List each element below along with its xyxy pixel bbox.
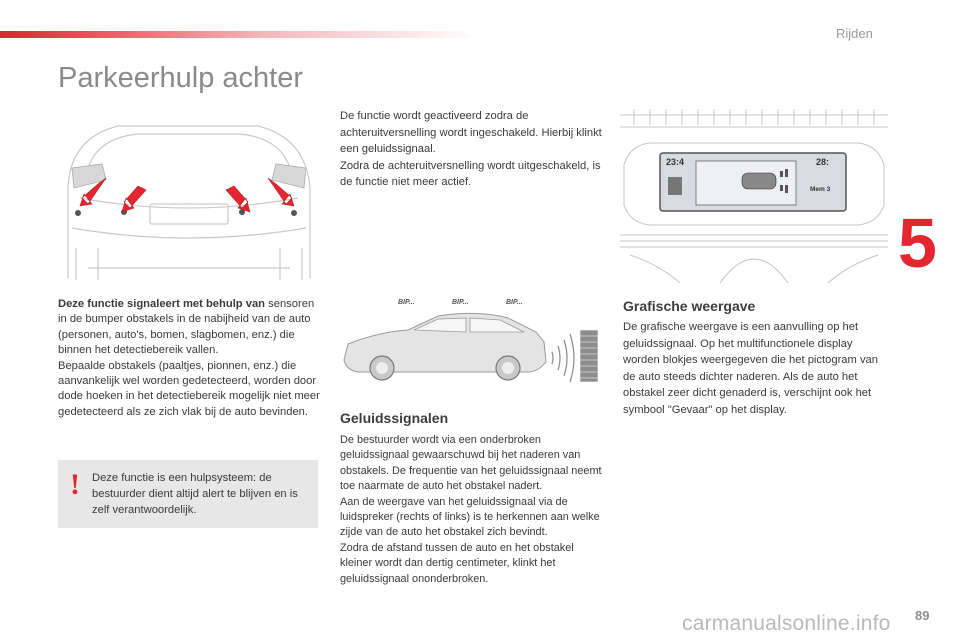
sound-signals-paragraph: [340, 433, 604, 587]
sensor-4: [291, 210, 297, 216]
sound-text-3: Zodra de afstand tussen de auto en het obstakel kleiner wordt dan dertig centimeter, klinkt het geluidssignaal ononderbroken.: [340, 541, 574, 585]
header-accent-bar: [0, 31, 480, 38]
display-temp: 28:: [816, 157, 830, 167]
warning-box: [58, 460, 318, 528]
brick-wall: [580, 330, 598, 382]
dashboard-display-illustration: [620, 105, 888, 285]
watermark: carmanualsonline.info: [682, 612, 891, 635]
sensor-arrow-3: [226, 186, 250, 212]
chapter-number: 5: [898, 204, 937, 282]
sound-text-1: De bestuurder wordt via een onderbroken geluidssignaal gewaarschuwd bij het naderen van obstakels. De frequentie van het geluidssignaal neemt toe naarmate de auto het obstakel nadert.: [340, 434, 602, 493]
warning-text: Deze functie is een hulpsysteem: de bestuurder dient altijd alert te blijven en is zelf verantwoordelijk.: [92, 472, 298, 516]
activation-text: De functie wordt geactiveerd zodra de achteruitversnelling wordt ingeschakeld. Hierbij klinkt een geluidssignaal.: [340, 110, 602, 156]
section-label: Rijden: [836, 26, 873, 41]
reversing-car-illustration: [338, 292, 600, 392]
intro-text: sensoren in de bumper obstakels in de nabijheid van de auto (personen, auto's, bomen, slagbomen, enz.) die binnen het detectiebereik vallen.: [58, 298, 315, 357]
graphic-display-heading: Grafische weergave: [623, 298, 756, 314]
display-mem: Mem 3: [810, 186, 831, 193]
graphic-display-paragraph: De grafische weergave is een aanvulling op het geluidssignaal. Op het multifunctionele display worden blokjes weergegeven die het pictogram van de auto steeds dichter naderen. Als de auto het obstakel zeer dicht genaderd is, verschijnt ook het symbool "Gevaar" op het display.: [623, 321, 878, 416]
display-time: 23:4: [666, 157, 685, 167]
beep-label-1: BIP...: [398, 299, 415, 306]
rear-bumper-illustration: [58, 108, 320, 284]
deactivation-text: Zodra de achteruitversnelling wordt uitgeschakeld, is de functie niet meer actief.: [340, 159, 601, 189]
sensor-arrow-2: [122, 186, 146, 212]
car-pictogram: [742, 173, 776, 189]
sound-signals-heading: Geluidssignalen: [340, 410, 449, 426]
beep-label-2: BIP...: [452, 299, 469, 306]
beep-label-3: BIP...: [506, 299, 523, 306]
warning-icon: !: [70, 468, 80, 501]
sound-text-2: Aan de weergave van het geluidssignaal via de luidspreker (rechts of links) is te herkennen aan welke zijde van de auto het obstakel zich bevindt.: [340, 495, 600, 539]
activation-paragraph: [340, 108, 602, 191]
intro-bold-text: Deze functie signaleert met behulp van: [58, 298, 266, 310]
intro-paragraph: [58, 297, 320, 420]
page-title: Parkeerhulp achter: [58, 62, 304, 94]
page-number: 89: [915, 608, 930, 623]
sensor-1: [75, 210, 81, 216]
limitation-text: Bepaalde obstakels (paaltjes, pionnen, enz.) die aanvankelijk wel worden gedetecteerd, worden door dode hoeken in het detectiebereik mogelijk niet meer gedetecteerd als ze zich vlak bij de auto bevinden.: [58, 359, 320, 418]
